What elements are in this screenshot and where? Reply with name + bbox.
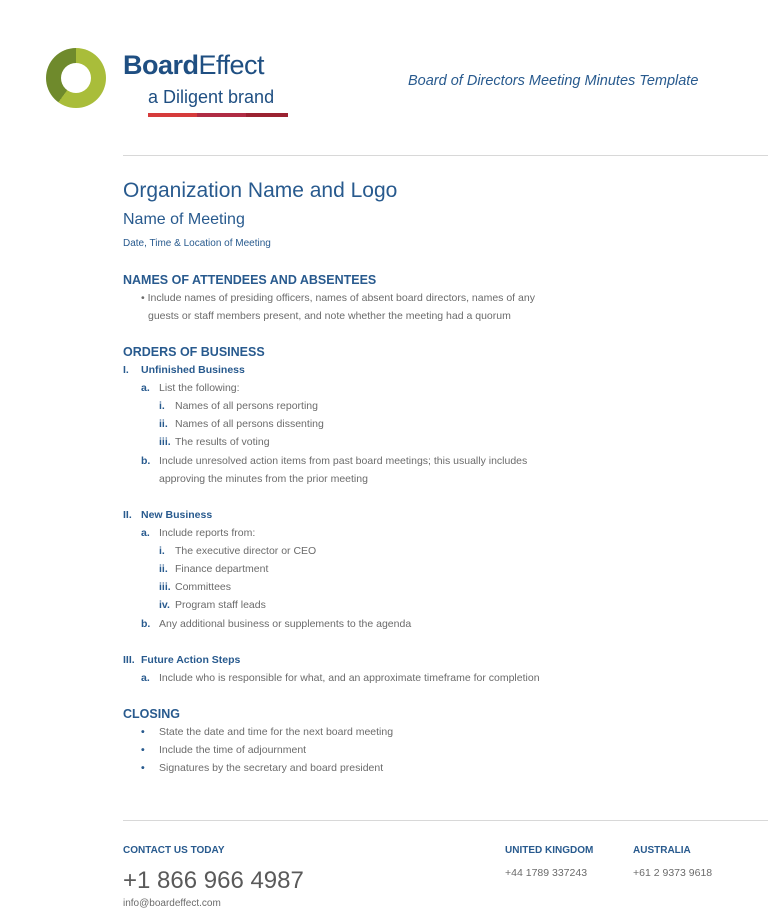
au-phone: +61 2 9373 9618 [633, 867, 713, 879]
contact-label: CONTACT US TODAY [123, 845, 225, 856]
uk-label: UNITED KINGDOM [505, 845, 594, 856]
item-marker: ii. [159, 563, 168, 575]
au-label: AUSTRALIA [633, 845, 691, 856]
bullet-icon: • [141, 726, 145, 738]
section-number: I. [123, 364, 129, 376]
item-marker: a. [141, 382, 150, 394]
bullet-icon: • [141, 762, 145, 774]
item-marker: i. [159, 400, 165, 412]
item-marker: iii. [159, 581, 171, 593]
footer-divider [123, 820, 768, 821]
item-marker: b. [141, 455, 151, 467]
item-marker: a. [141, 672, 150, 684]
section-number: III. [123, 654, 135, 666]
logo [46, 48, 106, 108]
item-text: Include unresolved action items from past board meetings; this usually includes [159, 455, 528, 467]
attendees-heading: NAMES OF ATTENDEES AND ABSENTEES [123, 273, 377, 287]
orders-heading: ORDERS OF BUSINESS [123, 345, 265, 359]
meeting-details: Date, Time & Location of Meeting [123, 238, 271, 249]
logo-bold: Board [123, 50, 199, 80]
uk-phone: +44 1789 337243 [505, 867, 588, 879]
item-marker: b. [141, 618, 151, 630]
item-marker: a. [141, 527, 150, 539]
section-number: II. [123, 509, 132, 521]
item-text: Any additional business or supplements to the agenda [159, 618, 412, 630]
section-title: New Business [141, 509, 213, 521]
item-text: List the following: [159, 382, 240, 394]
item-text: Names of all persons dissenting [175, 418, 324, 430]
item-text: approving the minutes from the prior meeting [159, 473, 368, 485]
item-marker: i. [159, 545, 165, 557]
attendees-text: Include names of presiding officers, names of absent board directors, names of any [147, 292, 535, 304]
closing-heading: CLOSING [123, 707, 180, 721]
closing-item: Include the time of adjournment [159, 744, 307, 756]
meeting-name: Name of Meeting [123, 211, 245, 228]
attendees-text: guests or staff members present, and note whether the meeting had a quorum [148, 310, 511, 322]
item-text: Include reports from: [159, 527, 256, 539]
section-title: Future Action Steps [141, 654, 241, 666]
logo-light: Effect [198, 50, 265, 80]
logo-tagline: a Diligent brand [148, 87, 275, 107]
bullet-icon: • [141, 292, 148, 304]
item-marker: iii. [159, 436, 171, 448]
item-text: Program staff leads [175, 599, 266, 611]
org-title: Organization Name and Logo [123, 179, 398, 202]
item-text: The results of voting [175, 436, 270, 448]
closing-item: State the date and time for the next board meeting [159, 726, 394, 738]
logo-underline [148, 113, 288, 117]
item-marker: iv. [159, 599, 170, 611]
item-text: The executive director or CEO [175, 545, 317, 557]
item-text: Finance department [175, 563, 269, 575]
item-text: Names of all persons reporting [175, 400, 318, 412]
item-text: Include who is responsible for what, and an approximate timeframe for completion [159, 672, 540, 684]
contact-phone: +1 866 966 4987 [123, 867, 304, 894]
item-marker: ii. [159, 418, 168, 430]
closing-item: Signatures by the secretary and board president [159, 762, 384, 774]
item-text: Committees [175, 581, 232, 593]
contact-email[interactable]: info@boardeffect.com [123, 898, 221, 909]
bullet-icon: • [141, 744, 145, 756]
header-title: Board of Directors Meeting Minutes Template [408, 73, 699, 89]
section-title: Unfinished Business [141, 364, 245, 376]
logo-ring-icon [46, 48, 106, 108]
divider [123, 155, 768, 156]
